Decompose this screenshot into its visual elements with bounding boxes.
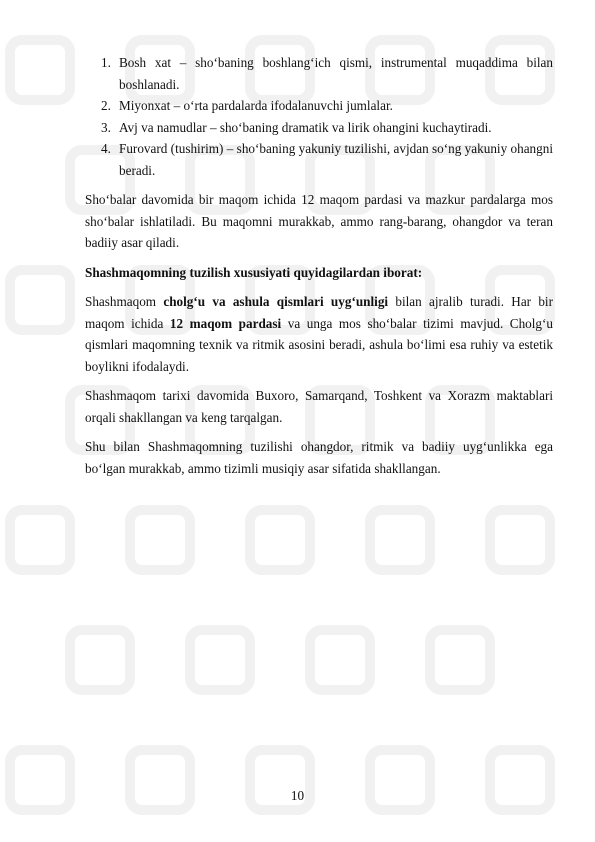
paragraph-schools: Shashmaqom tarixi davomida Buxoro, Samarqand, Toshkent va Xorazm maktablari orqali shakllangan va keng tarqalgan. — [85, 388, 553, 425]
bold-phrase: cholg‘u va ashula qismlari uyg‘unligi — [163, 294, 389, 309]
section-heading: Shashmaqomning tuzilish xususiyati quyidagilardan iborat: — [85, 264, 423, 280]
bold-phrase: 12 maqom pardasi — [169, 315, 282, 331]
list-item-number: 4. — [101, 141, 111, 156]
list-item — [85, 95, 553, 117]
paragraph-text: Shashmaqom — [85, 294, 164, 309]
paragraph-sho-balar: Sho‘balar davomida bir maqom ichida 12 maqom pardasi va mazkur pardalarga mos sho‘balar ishlatiladi. Bu maqomni murakkab, ammo rang-barang, ohangdor va teran badiiy asar qiladi. — [85, 192, 553, 250]
list-item-text: Bosh xat – sho‘baning boshlang‘ich qismi, instrumental muqaddima bilan boshlanadi. — [119, 55, 553, 92]
list-item-text: Avj va namudlar – sho‘baning dramatik va lirik ohangini kuchaytiradi. — [119, 119, 492, 135]
list-item-number: 2. — [101, 98, 111, 113]
paragraph-structure — [85, 291, 553, 377]
list-item-text: Miyonxat – o‘rta pardalarda ifodalanuvchi jumlalar. — [119, 98, 393, 113]
list-item-text: Furovard (tushirim) – sho‘baning yakuniy tuzilishi, avjdan so‘ng yakuniy ohangni beradi. — [119, 141, 553, 178]
paragraph-text: bilan ajralib turadi. Har bir maqom ichida — [85, 294, 553, 331]
paragraph-text: va unga mos sho‘balar tizimi mavjud. Cholg‘u qismlari maqomning texnik va ritmik asosini beradi, ashula bo‘limi esa ruhiy va estetik boylikni ifodalaydi. — [85, 315, 554, 374]
paragraph-conclusion: Shu bilan Shashmaqomning tuzilishi ohangdor, ritmik va badiiy uyg‘unlikka ega bo‘lgan murakkab, ammo tizimli musiqiy asar sifatida shakllangan. — [85, 439, 553, 476]
numbered-list — [85, 52, 553, 181]
list-item — [85, 138, 553, 181]
page-number: 10 — [290, 788, 305, 803]
list-item — [85, 117, 553, 139]
list-item-number: 1. — [101, 55, 111, 70]
list-item — [85, 52, 553, 95]
list-item-number: 3. — [101, 119, 111, 135]
document-body — [85, 52, 553, 479]
